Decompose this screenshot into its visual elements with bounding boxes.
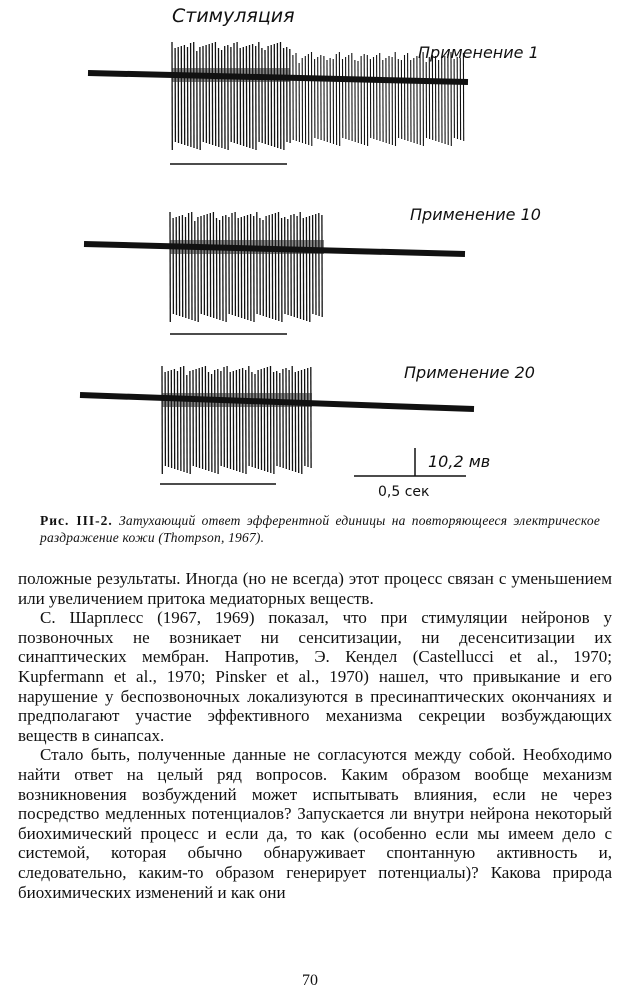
stimulation-label: Стимуляция [172, 5, 295, 27]
application-label-3: Применение 20 [404, 363, 535, 382]
application-label-2: Применение 10 [410, 205, 541, 224]
page-number: 70 [302, 972, 318, 989]
body-text [18, 569, 612, 902]
paragraph-2: С. Шарплесс (1967, 1969) показал, что при стимуляции нейронов у позвоночных не возникает ни сенситизации, ни десенситизации их синаптических мембран. Напротив, Э. Кендел (Castellucci et al., 1970; Kupfermann et al., 1970; Pinsker et al., 1970) нашел, что привыкание и его нарушение у беспозвоночных локализуются в пресинаптических окончаниях и предполагают участие эффективного механизма секреции возбуждающих веществ в синапсах. [18, 608, 612, 745]
caption-lead: Рис. III-2. [40, 513, 113, 528]
paragraph-3: Стало быть, полученные данные не согласуются между собой. Необходимо найти ответ на целый ряд вопросов. Каким образом вообще механизм возникновения возбуждений может испытывать влияния, если не через посредство медленных потенциалов? Запускается ли внутри нейрона некоторый биохимический процесс и если да, то как (особенно если мы имеем дело с системой, которая обычно обнаруживает спонтанную активность и, следовательно, каким-то образом генерирует потенциалы)? Какова природа биохимических изменений и как они [18, 745, 612, 902]
paragraph-1: положные результаты. Иногда (но не всегда) этот процесс связан с уменьшением или увеличением притока медиаторных веществ. [18, 569, 612, 608]
caption-text: Затухающий ответ эфферентной единицы на повторяющееся электрическое раздражение кожи (Thompson, 1967). [40, 513, 601, 545]
spike-train-2 [170, 212, 324, 322]
voltage-scale-label: 10,2 мв [428, 452, 491, 471]
calibration-bars [354, 448, 490, 500]
time-scale-label: 0,5 сек [378, 484, 430, 500]
spike-train-3 [162, 366, 312, 474]
recording-panel-1 [88, 42, 539, 164]
application-label-1: Применение 1 [418, 43, 539, 62]
figure-caption [40, 512, 600, 546]
recording-panel-2 [84, 205, 541, 334]
